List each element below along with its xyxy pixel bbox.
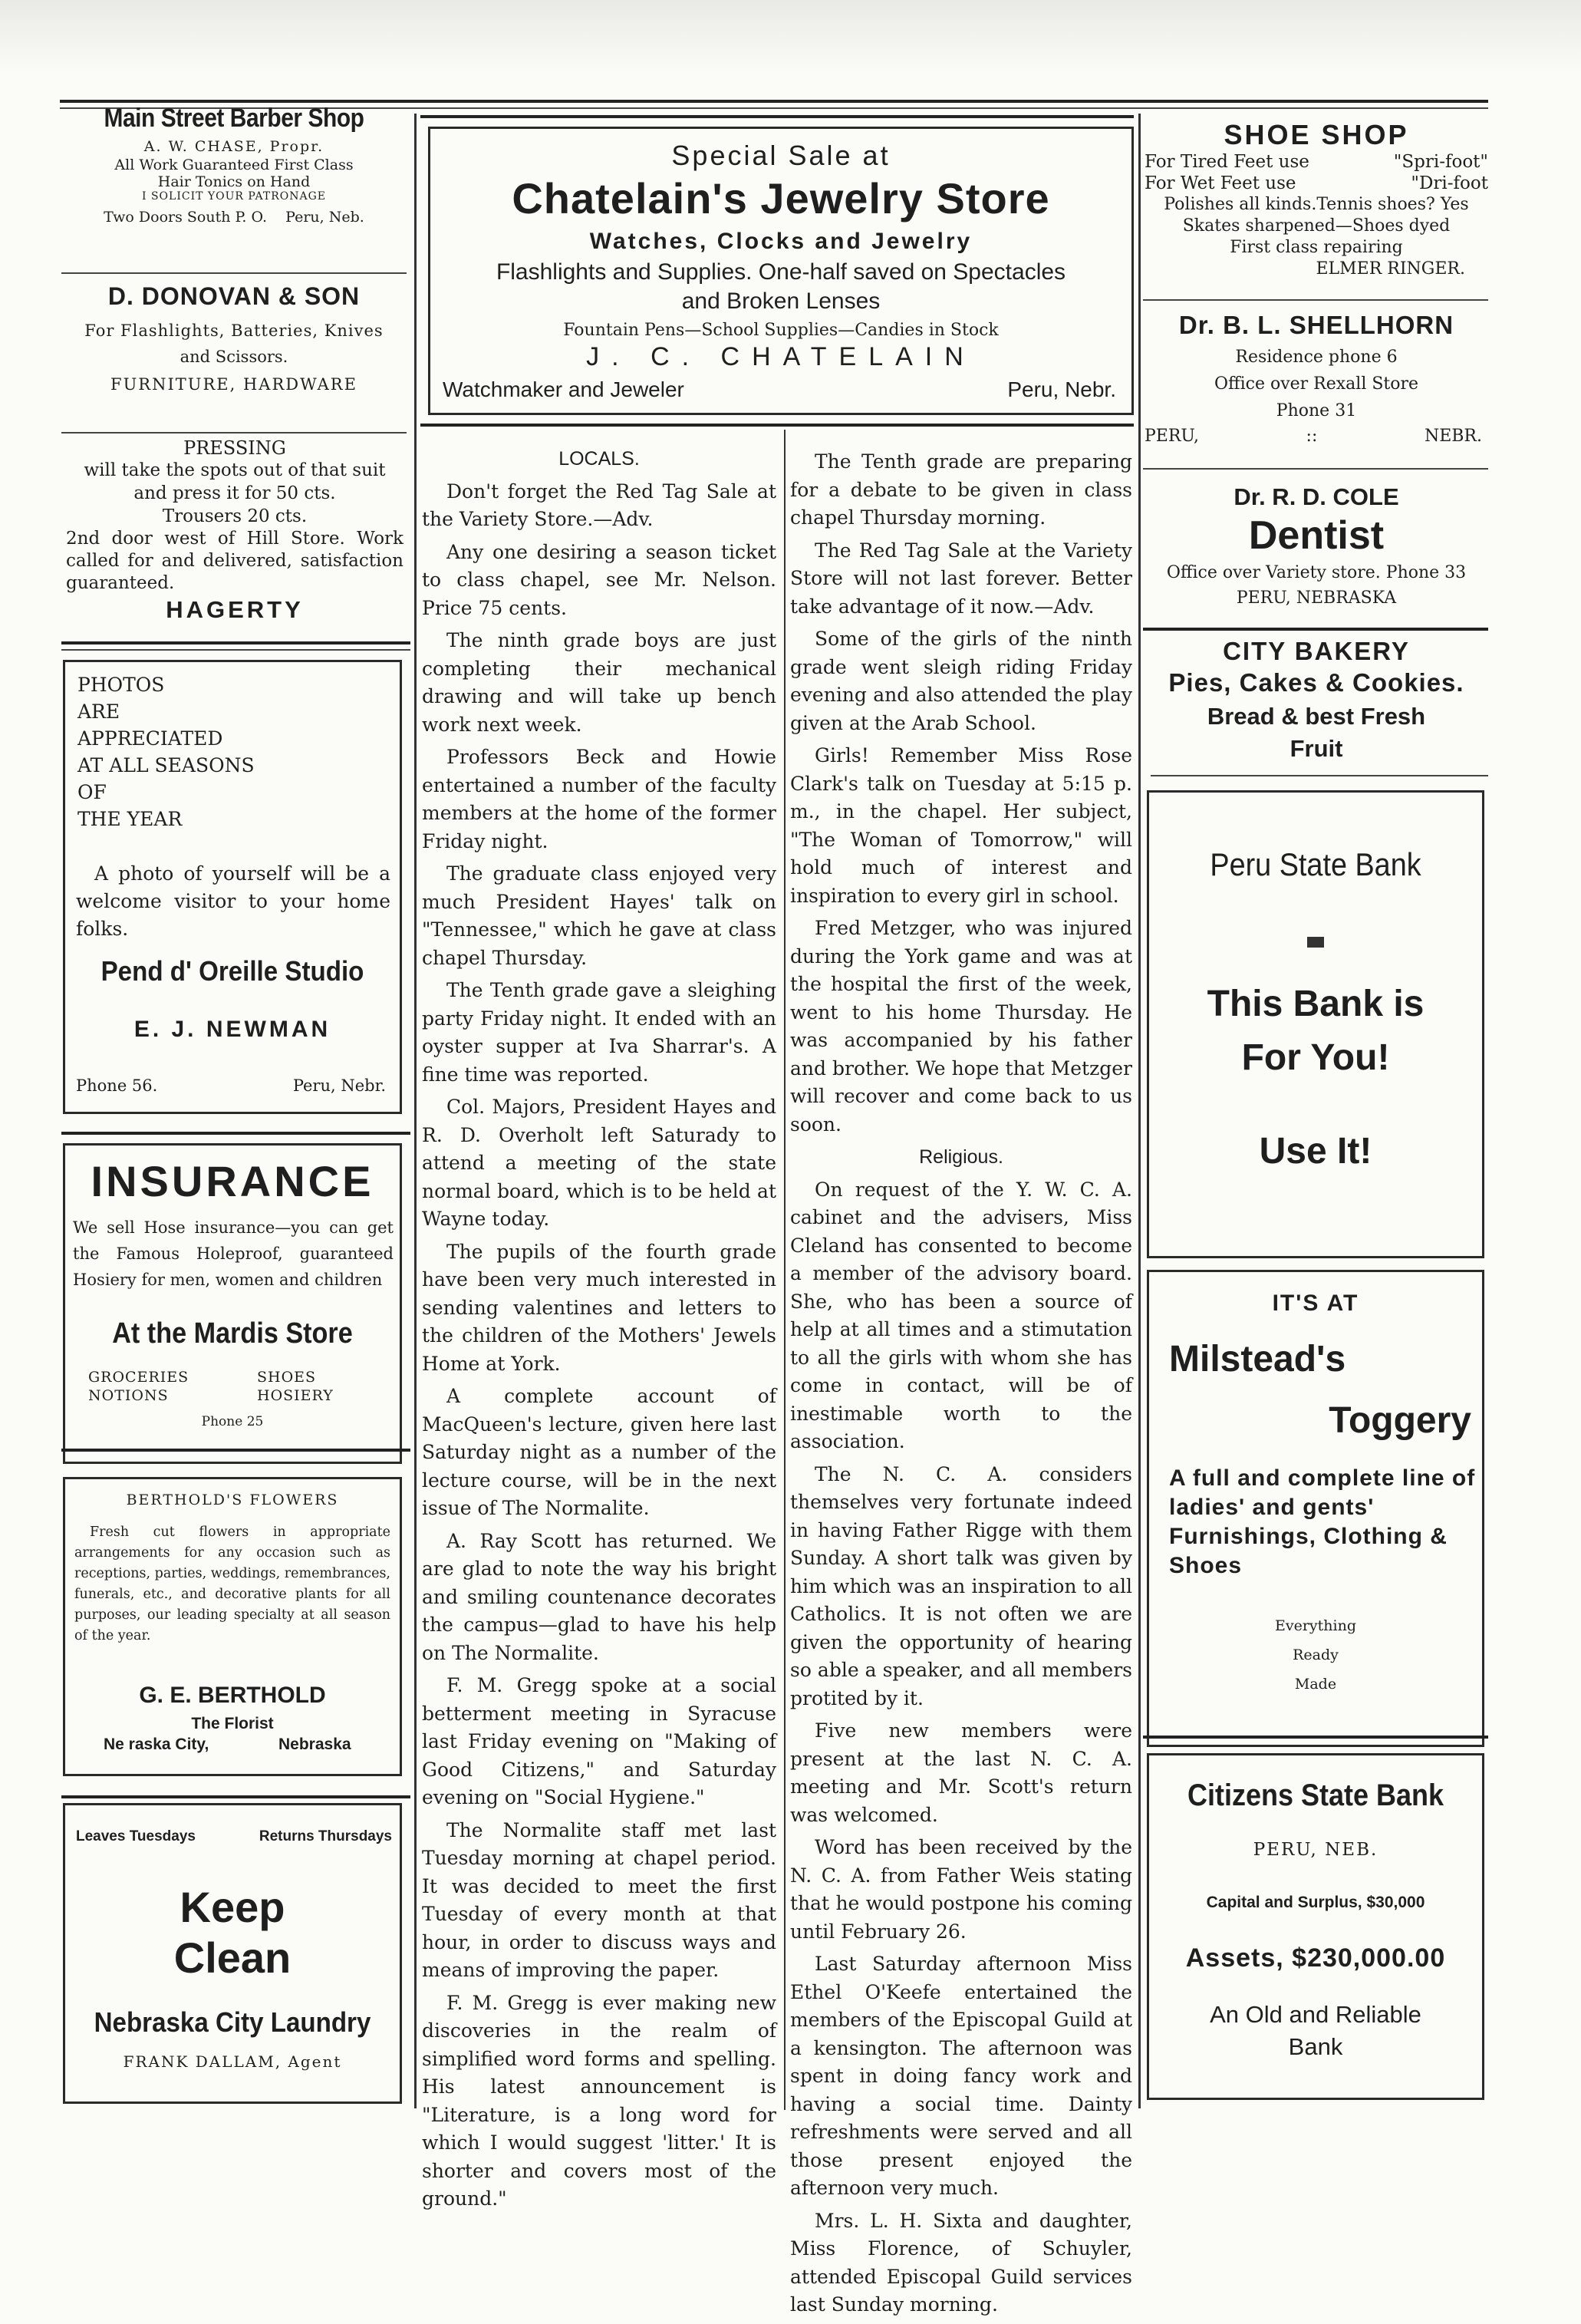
locals-column-1 xyxy=(422,442,776,2218)
milstead-e3: Made xyxy=(1294,1676,1337,1693)
local-item: Any one desiring a season ticket to class chapel, see Mr. Nelson. Price 75 cents. xyxy=(422,540,776,619)
barber-address: Two Doors South P. O. xyxy=(104,209,267,226)
berthold-city: Ne raska City, xyxy=(104,1736,209,1753)
citizens-assets: Assets, $230,000.00 xyxy=(1185,1943,1446,1973)
berthold-text: Fresh cut flowers in appropriate arrangements for any occasion such as receptions, parties, weddings, remembrances, funerals, etc., and decorative plants for all purposes, our leading specialty at all season of the year. xyxy=(74,1525,390,1643)
laundry-agent: FRANK DALLAM, Agent xyxy=(123,2052,342,2071)
shellhorn-ad xyxy=(1145,311,1488,446)
pressing-trousers: Trousers 20 cts. xyxy=(162,506,308,526)
studio-phone: Phone 56. xyxy=(76,1076,158,1095)
berthold-title: BERTHOLD'S FLOWERS xyxy=(126,1492,339,1508)
berthold-role: The Florist xyxy=(191,1715,274,1732)
chatelain-line1: Flashlights and Supplies. One-half saved on Spectacles xyxy=(496,259,1066,285)
chatelain-line3: Fountain Pens—School Supplies—Candies in Stock xyxy=(563,321,999,340)
shoe-shop-ad xyxy=(1145,119,1488,280)
barber-title: Main Street Barber Shop xyxy=(104,104,364,133)
insurance-title: INSURANCE xyxy=(91,1157,374,1205)
column-rule-middle xyxy=(784,430,786,2110)
bakery-l2: Bread & best Fresh xyxy=(1207,703,1426,730)
studio-name: Pend d' Oreille Studio xyxy=(100,955,364,987)
citizens-l2: Bank xyxy=(1288,2033,1343,2060)
religious-item: Five new members were present at the last N. C. A. meeting and Mr. Scott's return was welcomed. xyxy=(790,1719,1132,1826)
local-item: Some of the girls of the ninth grade went sleigh riding Friday evening and also attended the play given at the Arab School. xyxy=(790,628,1132,734)
laundry-leaves: Leaves Tuesdays xyxy=(76,1828,196,1844)
religious-item: Last Saturday afternoon Miss Ethel O'Keefe entertained the members of the Episcopal Guild at a kensington. The afternoon was spent in doing fancy work and having a social time. Dainty refreshments were served and all those present enjoyed the afternoon very much. xyxy=(790,1953,1132,2199)
chatelain-line2: and Broken Lenses xyxy=(681,288,881,314)
mardis-store: At the Mardis Store xyxy=(112,1317,353,1350)
bakery-l3: Fruit xyxy=(1290,735,1343,762)
donovan-line1: For Flashlights, Batteries, Knives xyxy=(84,321,384,340)
rule xyxy=(1143,468,1488,470)
citizens-city: PERU, NEB. xyxy=(1253,1840,1378,1860)
shoe-l1a: For Tired Feet use xyxy=(1145,152,1309,172)
cole-title: Dentist xyxy=(1248,513,1385,558)
local-item: The ninth grade boys are just completing their mechanical drawing and will take up bench work next week. xyxy=(422,629,776,736)
locals-heading: LOCALS. xyxy=(558,448,640,470)
chatelain-ad xyxy=(428,127,1134,415)
barber-line1: All Work Guaranteed First Class xyxy=(114,157,354,173)
religious-item: The N. C. A. considers themselves very fortunate indeed in having Father Rigge with them Sunday. A short talk was given by him which was an inspiration to all Catholics. It is not often we are given the opportunity of hearing so able a speaker, and all members protited by it. xyxy=(790,1462,1132,1709)
rule xyxy=(1151,775,1488,776)
donovan-line3: FURNITURE, HARDWARE xyxy=(110,375,357,394)
shoe-l3: Polishes all kinds.Tennis shoes? Yes xyxy=(1164,195,1469,214)
peru-bank-l1: This Bank is xyxy=(1207,984,1425,1024)
rule xyxy=(61,649,410,651)
chatelain-sub: Watches, Clocks and Jewelry xyxy=(589,229,973,254)
studio-line: ARE xyxy=(77,700,120,723)
citizens-capital: Capital and Surplus, $30,000 xyxy=(1206,1894,1425,1911)
donovan-line2: and Scissors. xyxy=(180,348,288,366)
rule xyxy=(61,1132,410,1135)
religious-item: Mrs. L. H. Sixta and daughter, Miss Florence, of Schuyler, attended Episcopal Guild services last Sunday morning. xyxy=(790,2209,1132,2316)
insurance-phone: Phone 25 xyxy=(201,1414,264,1429)
shellhorn-l1: Residence phone 6 xyxy=(1235,348,1398,367)
berthold-name: G. E. BERTHOLD xyxy=(139,1683,326,1708)
insurance-cat: NOTIONS xyxy=(88,1387,169,1404)
column-rule-left xyxy=(414,114,417,2108)
barber-line3: I SOLICIT YOUR PATRONAGE xyxy=(141,190,326,203)
barber-line2: Hair Tonics on Hand xyxy=(157,173,311,190)
religious-item: Word has been received by the N. C. A. from Father Weis stating that he would postpone his coming until February 26. xyxy=(790,1836,1132,1943)
pressing-title: PRESSING xyxy=(183,437,286,459)
page-top-shade xyxy=(0,0,1581,73)
ornament-icon xyxy=(1307,937,1324,948)
shellhorn-state: NEBR. xyxy=(1424,427,1482,446)
chatelain-owner: J. C. CHATELAIN xyxy=(586,342,976,371)
pressing-text2: 2nd door west of Hill Store. Work called for and delivered, satisfaction guaranteed. xyxy=(66,529,403,593)
donovan-ad xyxy=(61,282,407,394)
rule xyxy=(420,424,1134,427)
local-item: A complete account of MacQueen's lecture, given here last Saturday night as a number of the lecture course, will be in the next issue of The Normalite. xyxy=(422,1385,776,1519)
laundry-keep: Keep xyxy=(180,1883,285,1931)
shoe-l4: Skates sharpened—Shoes dyed xyxy=(1182,216,1451,236)
top-rule xyxy=(60,100,1488,103)
laundry-name: Nebraska City Laundry xyxy=(94,2006,371,2038)
berthold-state: Nebraska xyxy=(278,1736,351,1753)
studio-line: THE YEAR xyxy=(77,808,183,830)
studio-line: APPRECIATED xyxy=(77,727,223,750)
studio-ad xyxy=(63,660,402,1114)
milstead-l1: IT'S AT xyxy=(1272,1291,1359,1316)
local-item: Don't forget the Red Tag Sale at the Variety Store.—Adv. xyxy=(422,480,776,530)
peru-bank-l2: For You! xyxy=(1241,1037,1390,1078)
sale-line: Special Sale at xyxy=(671,140,891,171)
hagerty-name: HAGERTY xyxy=(166,596,304,623)
insurance-cat: HOSIERY xyxy=(257,1387,334,1404)
local-item: Fred Metzger, who was injured during the York game and was at the hospital the first of the week, went to his home Thursday. He was accompanied by his father and brother. We hope that Metzger will recover and come back to us soon. xyxy=(790,917,1132,1136)
shellhorn-name: Dr. B. L. SHELLHORN xyxy=(1178,311,1454,339)
barber-shop-ad xyxy=(61,104,407,226)
local-item: The graduate class enjoyed very much President Hayes' talk on "Tennessee," which he gave at class chapel Thursday. xyxy=(422,862,776,969)
chatelain-store: Chatelain's Jewelry Store xyxy=(512,174,1050,223)
local-item: A. Ray Scott has returned. We are glad to note the way his bright and smiling countenance decorates the campus—glad to have his help on The Normalite. xyxy=(422,1529,776,1664)
studio-owner: E. J. NEWMAN xyxy=(133,1017,331,1042)
insurance-cat: SHOES xyxy=(257,1369,317,1386)
locals-column-2 xyxy=(790,448,1132,2324)
rule xyxy=(61,1795,410,1798)
local-item: Professors Beck and Howie entertained a number of the faculty members at the home of the former Friday night. xyxy=(422,746,776,852)
chatelain-role: Watchmaker and Jeweler xyxy=(443,377,684,401)
local-item: The pupils of the fourth grade have been very much interested in sending valentines and letters to the children of the Mothers' Jewels Home at York. xyxy=(422,1240,776,1375)
rule xyxy=(1143,1736,1488,1739)
citizens-bank-ad xyxy=(1147,1753,1484,2100)
citizens-l1: An Old and Reliable xyxy=(1210,2001,1421,2028)
peru-bank-l3: Use It! xyxy=(1259,1131,1372,1172)
milstead-e1: Everything xyxy=(1274,1617,1356,1634)
shellhorn-city: PERU, xyxy=(1145,427,1199,446)
rule xyxy=(61,432,407,433)
cole-ad xyxy=(1145,483,1488,608)
milstead-e2: Ready xyxy=(1293,1647,1339,1663)
cole-l1: Office over Variety store. Phone 33 xyxy=(1166,563,1467,582)
local-item: The Normalite staff met last Tuesday morning at chapel period. It was decided to meet the first Tuesday of every month at that hour, in order to discuss ways and means of improving the paper. xyxy=(422,1818,776,1981)
laundry-returns: Returns Thursdays xyxy=(259,1828,392,1844)
chatelain-city: Peru, Nebr. xyxy=(1007,377,1116,401)
insurance-ad xyxy=(63,1143,402,1464)
shoe-l5: First class repairing xyxy=(1230,238,1403,257)
shellhorn-l2: Office over Rexall Store xyxy=(1214,374,1419,394)
citizens-title: Citizens State Bank xyxy=(1187,1778,1444,1812)
hagerty-ad xyxy=(66,437,403,624)
milstead-ad xyxy=(1147,1270,1484,1747)
shellhorn-sep: :: xyxy=(1306,427,1318,446)
berthold-ad xyxy=(63,1477,402,1776)
bakery-l1: Pies, Cakes & Cookies. xyxy=(1168,668,1464,697)
local-item: Col. Majors, President Hayes and R. D. Overholt left Saturady to attend a meeting of the state normal board, which is to be held at Wayne today. xyxy=(422,1096,776,1230)
cole-name: Dr. R. D. COLE xyxy=(1234,483,1399,510)
milstead-text: A full and complete line of ladies' and gents' Furnishings, Clothing & Shoes xyxy=(1169,1465,1476,1578)
shoe-l1b: "Spri-foot" xyxy=(1393,152,1488,172)
barber-city: Peru, Neb. xyxy=(285,209,364,226)
local-item: Girls! Remember Miss Rose Clark's talk on Tuesday at 5:15 p. m., in the chapel. Her subject, "The Woman of Tomorrow," will hold much of interest and inspiration to every girl in school. xyxy=(790,744,1132,907)
column-rule-right xyxy=(1138,114,1141,2108)
studio-line: PHOTOS xyxy=(77,674,165,696)
studio-line: AT ALL SEASONS xyxy=(77,754,255,776)
donovan-title: D. DONOVAN & SON xyxy=(107,282,361,310)
barber-proprietor: A. W. CHASE, Propr. xyxy=(143,138,324,155)
local-item: The Red Tag Sale at the Variety Store will not last forever. Better take advantage of it now.—Adv. xyxy=(790,539,1132,618)
rule xyxy=(1143,628,1488,631)
studio-text: A photo of yourself will be a welcome visitor to your home folks. xyxy=(76,862,390,940)
shoe-name: ELMER RINGER. xyxy=(1316,259,1465,279)
laundry-ad xyxy=(63,1803,402,2104)
local-item: The Tenth grade gave a sleighing party Friday night. It ended with an oyster supper at Iva Sharrar's. A fine time was reported. xyxy=(422,979,776,1086)
rule xyxy=(1143,299,1488,301)
cole-l2: PERU, NEBRASKA xyxy=(1236,588,1397,608)
shellhorn-l3: Phone 31 xyxy=(1276,401,1357,420)
shoe-title: SHOE SHOP xyxy=(1224,119,1409,150)
religious-item: On request of the Y. W. C. A. cabinet and the advisers, Miss Cleland has consented to become a member of the advisory board. She, who has been a source of help at all times and a stimutation to all the girls with whom she has come in contact, will be of inestimable worth to the association. xyxy=(790,1178,1132,1452)
laundry-clean: Clean xyxy=(173,1933,291,1982)
bakery-title: CITY BAKERY xyxy=(1223,637,1410,665)
shoe-l2b: "Dri-foot xyxy=(1411,173,1488,193)
local-item: F. M. Gregg is ever making new discoveries in the realm of simplified word forms and spelling. His latest announcement is "Literature, is a long word for which I would suggest 'litter.' It is shorter and covers most of the ground." xyxy=(422,1991,776,2210)
rule xyxy=(61,641,410,644)
peru-bank-title: Peru State Bank xyxy=(1210,846,1421,882)
rule xyxy=(61,272,407,274)
local-item: The Tenth grade are preparing for a debate to be given in class chapel Thursday morning. xyxy=(790,450,1132,529)
milstead-name: Milstead's xyxy=(1169,1339,1346,1380)
peru-bank-ad xyxy=(1147,790,1484,1258)
insurance-cat: GROCERIES xyxy=(88,1369,189,1386)
rule xyxy=(420,115,1134,118)
milstead-name2: Toggery xyxy=(1329,1400,1471,1441)
insurance-text: We sell Hose insurance—you can get the Famous Holeproof, guaranteed Hosiery for men, women and children xyxy=(73,1218,394,1289)
rule xyxy=(61,1449,410,1452)
local-item: F. M. Gregg spoke at a social betterment meeting in Syracuse last Friday evening on "Making of Good Citizens," and Saturday evening on "Social Hygiene." xyxy=(422,1674,776,1808)
shoe-l2a: For Wet Feet use xyxy=(1145,173,1296,193)
studio-city: Peru, Nebr. xyxy=(292,1076,386,1095)
studio-line: OF xyxy=(77,781,107,803)
bakery-ad xyxy=(1145,637,1488,764)
pressing-text: will take the spots out of that suit and press it for 50 cts. xyxy=(84,460,386,503)
religious-heading: Religious. xyxy=(919,1146,1003,1168)
